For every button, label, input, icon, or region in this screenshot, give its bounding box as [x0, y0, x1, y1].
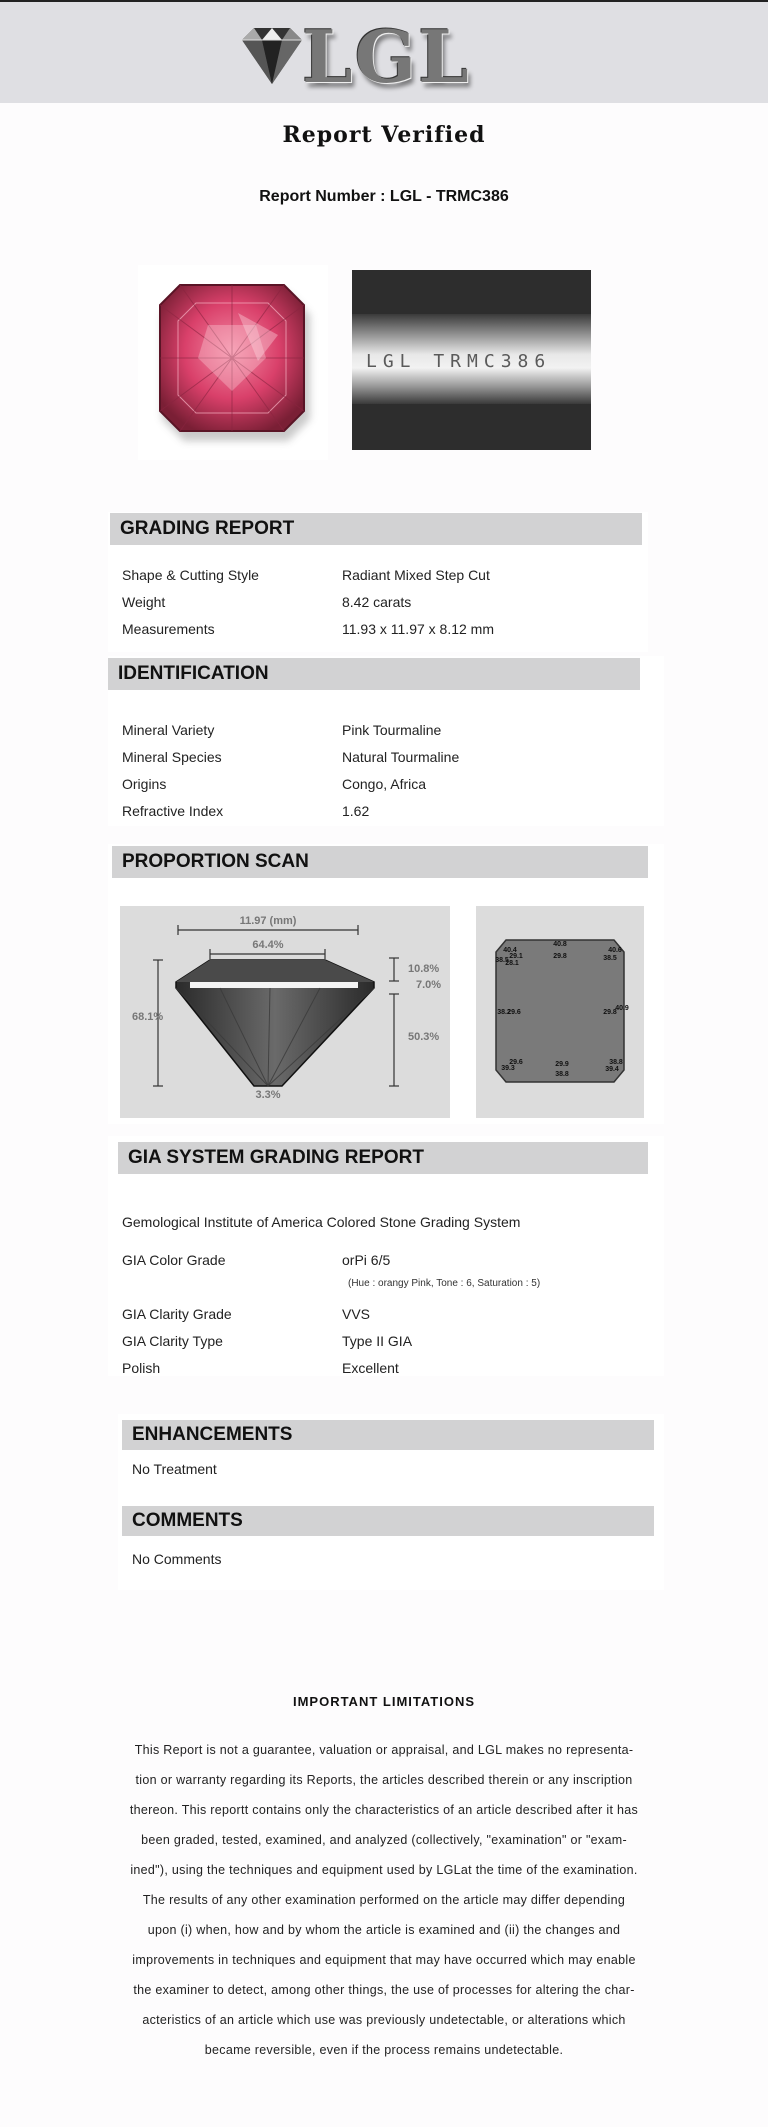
topview-label: 38.5: [603, 955, 617, 962]
topview-label: 40.8: [553, 941, 567, 948]
identification-value-ri: 1.62: [342, 803, 370, 819]
inscription-text: LGL TRMC386: [366, 351, 552, 372]
gemstone-photo: [138, 265, 328, 460]
topview-label: 39.4: [605, 1066, 619, 1073]
identification-label-ri: Refractive Index: [122, 803, 224, 819]
label-crown: 10.8%: [408, 963, 440, 975]
gia-color-note: (Hue : orangy Pink, Tone : 6, Saturation : 5): [348, 1278, 541, 1289]
identification-value-variety: Pink Tourmaline: [342, 722, 442, 738]
limitations-line: became reversible, even if the process remains undetectable.: [204, 2043, 564, 2057]
topview-label: 40.6: [608, 947, 622, 954]
topview-label: 38.5: [495, 957, 509, 964]
grading-report-heading: GRADING REPORT: [110, 513, 642, 545]
gia-label-color: GIA Color Grade: [122, 1252, 226, 1268]
gia-label-polish: Polish: [122, 1360, 161, 1376]
identification-heading: IDENTIFICATION: [108, 658, 640, 690]
label-diameter: 11.97 (mm): [239, 915, 297, 927]
topview-label: 38.2: [497, 1009, 511, 1016]
topview-label: 38.8: [609, 1059, 623, 1066]
limitations-line: acteristics of an article which use was previously undetectable, or alterations which: [142, 2013, 626, 2027]
report-number: Report Number : LGL - TRMC386: [259, 188, 509, 205]
topview-label: 40.4: [503, 947, 517, 954]
topview-label: 39.3: [501, 1065, 515, 1072]
limitations-line: This Report is not a guarantee, valuation or appraisal, and LGL makes no representa-: [134, 1743, 634, 1757]
limitations-line: thereon. This reportt contains only the characteristics of an article described after it has: [129, 1803, 639, 1817]
label-girdle: 7.0%: [416, 979, 442, 991]
grading-value-weight: 8.42 carats: [342, 594, 412, 610]
gia-value-color: orPi 6/5: [342, 1252, 391, 1268]
limitations-line: the examiner to detect, among other things, the use of processes for altering the char-: [133, 1983, 635, 1997]
page-title: Report Verified: [282, 122, 486, 148]
label-pavilion: 50.3%: [408, 1031, 440, 1043]
topview-label: 29.8: [603, 1009, 617, 1016]
gia-system-name: Gemological Institute of America Colored Stone Grading System: [122, 1214, 521, 1230]
topview-label: 29.6: [509, 1059, 523, 1066]
enhancements-heading: ENHANCEMENTS: [122, 1420, 654, 1450]
identification-label-origins: Origins: [122, 776, 167, 792]
proportion-profile-diagram: [120, 906, 450, 1118]
limitations-line: ined"), using the techniques and equipment used by LGLat the time of the examination.: [130, 1863, 638, 1877]
identification-value-species: Natural Tourmaline: [342, 749, 460, 765]
limitations-line: tion or warranty regarding its Reports, the articles described therein or any inscription: [135, 1773, 633, 1787]
header-banner: [0, 2, 768, 103]
gia-grading-heading: GIA SYSTEM GRADING REPORT: [118, 1142, 648, 1174]
label-total-depth: 68.1%: [132, 1011, 164, 1023]
grading-value-shape: Radiant Mixed Step Cut: [342, 567, 490, 583]
gia-value-polish: Excellent: [342, 1360, 399, 1376]
topview-label: 29.1: [509, 953, 523, 960]
topview-label: 28.1: [505, 960, 519, 967]
label-culet: 3.3%: [255, 1089, 281, 1101]
lgl-logo: [232, 14, 492, 99]
limitations-line: The results of any other examination performed on the article may differ depending: [142, 1893, 626, 1907]
proportion-top-view: [476, 906, 644, 1118]
enhancements-text: No Treatment: [132, 1461, 217, 1477]
topview-label: 29.9: [555, 1061, 569, 1068]
identification-label-variety: Mineral Variety: [122, 722, 215, 738]
diamond-logo-icon: [232, 22, 312, 92]
grading-label-measurements: Measurements: [122, 621, 215, 637]
gia-value-clarity-type: Type II GIA: [342, 1333, 413, 1349]
limitations-line: been graded, tested, examined, and analyzed (collectively, "examination" or "exam-: [141, 1833, 627, 1847]
limitations-text: [118, 1735, 650, 2065]
gia-label-clarity-grade: GIA Clarity Grade: [122, 1306, 232, 1322]
grading-label-weight: Weight: [122, 594, 166, 610]
limitations-line: upon (i) when, how and by whom the article is examined and (ii) the changes and: [147, 1923, 621, 1937]
grading-value-measurements: 11.93 x 11.97 x 8.12 mm: [342, 621, 495, 637]
grading-label-shape: Shape & Cutting Style: [122, 567, 259, 583]
topview-label: 40.9: [615, 1005, 629, 1012]
identification-label-species: Mineral Species: [122, 749, 222, 765]
limitations-heading: IMPORTANT LIMITATIONS: [292, 1694, 476, 1709]
gia-label-clarity-type: GIA Clarity Type: [122, 1333, 223, 1349]
label-table: 64.4%: [252, 939, 284, 951]
comments-heading: COMMENTS: [122, 1506, 654, 1536]
comments-text: No Comments: [132, 1551, 222, 1567]
topview-label: 29.6: [507, 1009, 521, 1016]
topview-label: 38.8: [555, 1071, 569, 1078]
limitations-line: improvements in techniques and equipment that may have occurred which may enable: [132, 1953, 636, 1967]
proportion-scan-heading: PROPORTION SCAN: [112, 846, 648, 878]
topview-label: 29.8: [553, 953, 567, 960]
identification-value-origins: Congo, Africa: [342, 776, 427, 792]
logo-text: LGL: [302, 14, 471, 99]
girdle-inscription-photo: [352, 270, 591, 450]
gia-value-clarity-grade: VVS: [342, 1306, 371, 1322]
